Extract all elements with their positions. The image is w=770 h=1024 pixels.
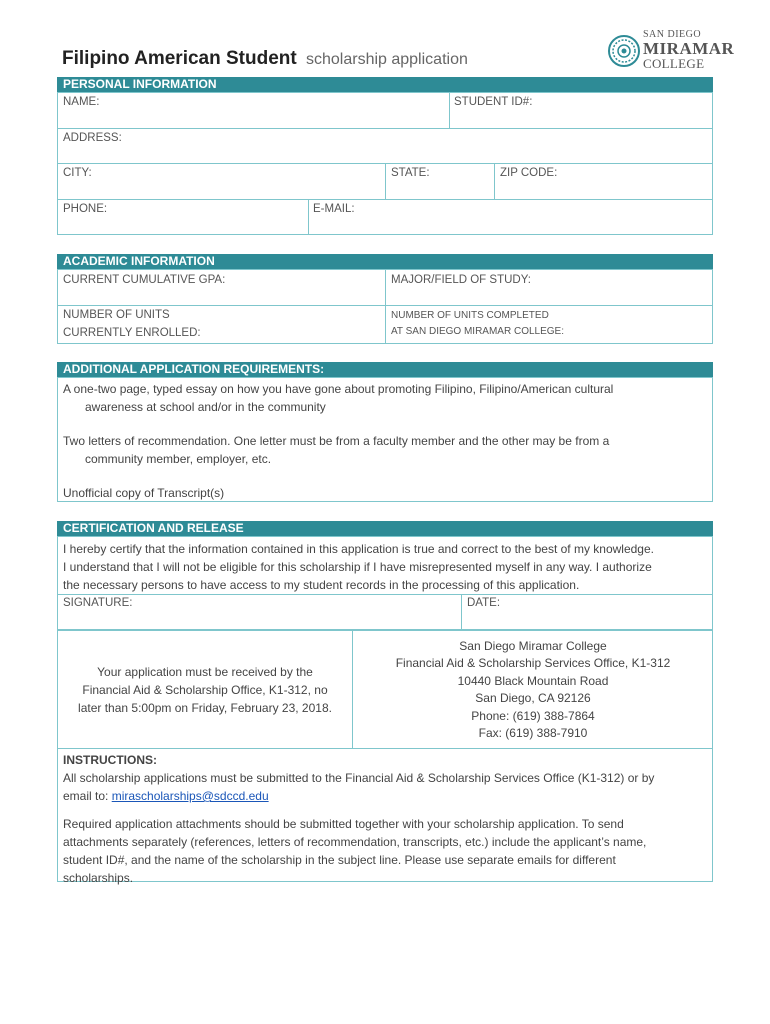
address-fax: Fax: (619) 388-7910	[478, 726, 588, 741]
requirement-letters	[63, 432, 707, 468]
units-enrolled-label-1: NUMBER OF UNITS	[63, 309, 170, 321]
units-enrolled-field[interactable]: CURRENTLY ENROLLED:	[63, 327, 201, 339]
personal-info-heading: PERSONAL INFORMATION	[57, 77, 713, 92]
certification-text	[63, 540, 709, 594]
instructions-p2-line-1: Required application attachments should be submitted together with your scholarship application. To send	[63, 817, 624, 831]
page-title	[62, 48, 468, 70]
instructions-heading: INSTRUCTIONS:	[63, 753, 157, 767]
certification-line-1: I hereby certify that the information contained in this application is true and correct to the best of my knowledge.	[63, 542, 654, 556]
certification-line-2: I understand that I will not be eligible for this scholarship if I have misrepresented myself in any way. I authorize	[63, 560, 652, 574]
submission-info-section	[57, 629, 713, 749]
requirement-essay	[63, 380, 707, 416]
requirement-letters-line-1: Two letters of recommendation. One letter must be from a faculty member and the other may be from a	[63, 434, 610, 448]
state-field[interactable]: STATE:	[391, 167, 430, 179]
email-field[interactable]: E-MAIL:	[313, 203, 355, 215]
certification-section	[57, 536, 713, 631]
name-field[interactable]: NAME:	[63, 96, 100, 108]
requirement-essay-line-2: awareness at school and/or in the community	[85, 400, 326, 414]
email-prefix: email to:	[63, 789, 109, 803]
deadline-notice	[58, 663, 352, 717]
requirement-transcript: Unofficial copy of Transcript(s)	[63, 486, 225, 500]
major-field[interactable]: MAJOR/FIELD OF STUDY:	[391, 274, 531, 286]
logo-line-3: COLLEGE	[643, 56, 705, 71]
deadline-line-1: Your application must be received by the	[97, 665, 313, 679]
city-field[interactable]: CITY:	[63, 167, 92, 179]
logo-line-2: MIRAMAR	[643, 39, 735, 58]
deadline-line-3: later than 5:00pm on Friday, February 23, 2018.	[78, 701, 332, 715]
requirement-letters-line-2: community member, employer, etc.	[85, 452, 272, 466]
college-logo	[607, 28, 735, 74]
instructions-p1-line-1: All scholarship applications must be submitted to the Financial Aid & Scholarship Services Office (K1-312) or by	[63, 771, 655, 785]
academic-info-heading: ACADEMIC INFORMATION	[57, 254, 713, 269]
instructions-p1-line-2	[63, 787, 707, 805]
address-line-4: San Diego, CA 92126	[475, 691, 591, 706]
certification-heading: CERTIFICATION AND RELEASE	[57, 521, 713, 536]
instructions-section	[57, 748, 713, 885]
phone-field[interactable]: PHONE:	[63, 203, 108, 215]
instructions-paragraph-2	[63, 815, 707, 887]
units-completed-field[interactable]: AT SAN DIEGO MIRAMAR COLLEGE:	[391, 326, 564, 337]
date-field[interactable]: DATE:	[467, 597, 501, 609]
personal-info-section	[57, 92, 713, 235]
address-field[interactable]: ADDRESS:	[63, 132, 122, 144]
gpa-field[interactable]: CURRENT CUMULATIVE GPA:	[63, 274, 226, 286]
title-subtitle: scholarship application	[305, 51, 468, 68]
seal-icon	[607, 34, 641, 68]
zip-code-field[interactable]: ZIP CODE:	[500, 167, 558, 179]
instructions-paragraph-1	[63, 769, 707, 805]
address-phone: Phone: (619) 388-7864	[471, 708, 595, 723]
address-line-3: 10440 Black Mountain Road	[457, 673, 609, 688]
scholarship-email-link[interactable]: mirascholarships@sdccd.edu	[111, 789, 269, 803]
signature-field[interactable]: SIGNATURE:	[63, 597, 133, 609]
logo-line-1: SAN DIEGO	[643, 29, 702, 40]
title-bold: Filipino American Student	[62, 48, 297, 69]
student-id-field[interactable]: STUDENT ID#:	[454, 96, 533, 108]
address-line-2: Financial Aid & Scholarship Services Office, K1-312	[395, 656, 671, 671]
units-completed-label-1: NUMBER OF UNITS COMPLETED	[391, 310, 549, 321]
instructions-p2-line-3: student ID#, and the name of the scholarship in the subject line. Please use separate emails for different	[63, 853, 616, 867]
instructions-p2-line-4: scholarships.	[63, 871, 134, 885]
requirement-essay-line-1: A one-two page, typed essay on how you have gone about promoting Filipino, Filipino/American cultural	[63, 382, 614, 396]
certification-line-3: the necessary persons to have access to my student records in the processing of this application.	[63, 578, 580, 592]
deadline-line-2: Financial Aid & Scholarship Office, K1-312, no	[82, 683, 328, 697]
instructions-p2-line-2: attachments separately (references, letters of recommendation, transcripts, etc.) include the applicant’s name,	[63, 835, 647, 849]
academic-info-section	[57, 269, 713, 344]
requirements-heading: ADDITIONAL APPLICATION REQUIREMENTS:	[57, 362, 713, 377]
office-address	[353, 638, 713, 742]
address-line-1: San Diego Miramar College	[459, 639, 607, 653]
requirements-section	[57, 377, 713, 502]
